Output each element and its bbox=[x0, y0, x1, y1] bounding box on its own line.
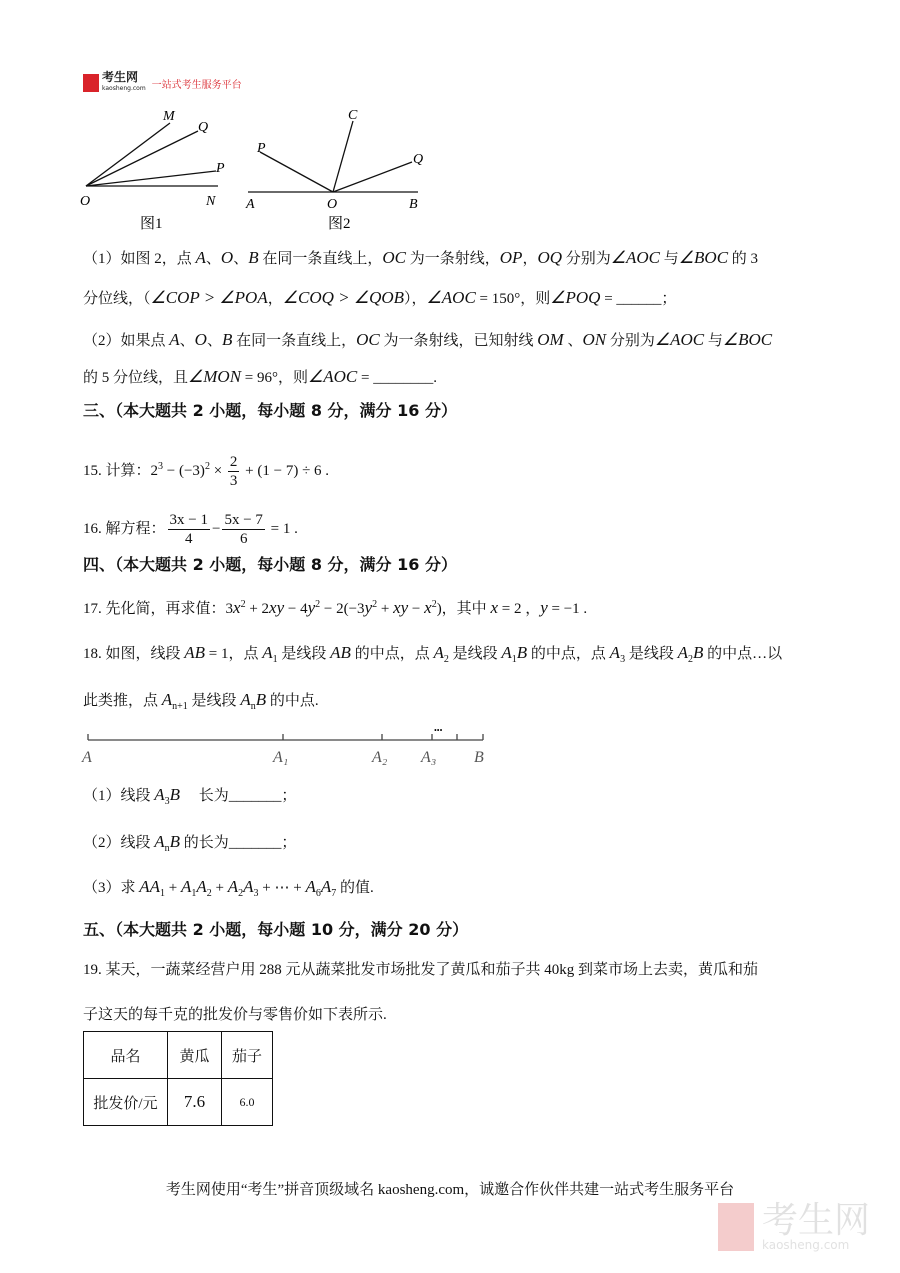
math-expression: A bbox=[181, 877, 192, 896]
text: 19. 某天，一蔬菜经营户用 288 元从蔬菜批发市场批发了黄瓜和茄子共 40kg 到菜市场上去卖，黄瓜和茄 bbox=[83, 962, 759, 978]
math-expression: A bbox=[154, 785, 165, 804]
text: ）， bbox=[404, 291, 427, 307]
table-cell: 黄瓜 bbox=[168, 1032, 222, 1079]
label-Q: Q bbox=[413, 152, 424, 167]
text-line bbox=[83, 288, 676, 309]
section-heading bbox=[83, 920, 468, 940]
subscript: 2 bbox=[238, 888, 244, 899]
subscript: 7 bbox=[331, 888, 337, 899]
subscript: n bbox=[164, 843, 170, 854]
denominator: 4 bbox=[185, 531, 193, 547]
section-heading bbox=[83, 401, 457, 421]
fraction bbox=[222, 511, 264, 548]
denominator: 3 bbox=[229, 473, 238, 489]
table-header-row bbox=[84, 1032, 273, 1079]
text: 是线段 bbox=[448, 646, 502, 662]
subscript: 3 bbox=[253, 888, 259, 899]
text: 长为 bbox=[180, 788, 229, 804]
math-expression: B bbox=[516, 643, 528, 662]
text-line bbox=[83, 248, 758, 269]
watermark-domain: kaosheng.com bbox=[762, 1238, 850, 1252]
math-expression: ∠MON bbox=[188, 367, 242, 386]
text: 为一条射线，已知射线 bbox=[379, 333, 538, 349]
text: 的中点. bbox=[266, 693, 319, 709]
text: − bbox=[211, 520, 221, 537]
text: + bbox=[377, 601, 394, 617]
text: 、 bbox=[563, 333, 583, 349]
text: − (−3) bbox=[163, 462, 205, 479]
brand-domain: kaosheng.com bbox=[102, 85, 146, 92]
superscript: 2 bbox=[372, 599, 378, 610]
text: = 1 . bbox=[266, 520, 298, 537]
text: 、 bbox=[233, 251, 249, 267]
text: + 2 bbox=[245, 601, 270, 617]
text: 是线段 bbox=[277, 646, 331, 662]
text: （2）如果点 bbox=[83, 333, 170, 349]
text: 、 bbox=[179, 333, 195, 349]
text: 五、（本大题共 2 小题，每小题 10 分，满分 20 分） bbox=[83, 920, 469, 939]
text: 为一条射线， bbox=[406, 251, 500, 267]
label-B: B bbox=[409, 197, 418, 212]
math-expression: B bbox=[169, 785, 181, 804]
text: − 2(−3 bbox=[320, 601, 365, 617]
text: − 4 bbox=[284, 601, 308, 617]
subscript: 1 bbox=[191, 888, 197, 899]
text: 是线段 bbox=[187, 693, 241, 709]
text: 的中点，点 bbox=[350, 646, 434, 662]
denominator: 6 bbox=[239, 531, 248, 547]
label-O: O bbox=[327, 197, 338, 212]
math-expression: ∠AOC bbox=[426, 288, 476, 307]
text-line bbox=[83, 877, 374, 904]
watermark-icon bbox=[718, 1203, 754, 1251]
subscript: 1 bbox=[511, 654, 517, 665]
label-O: O bbox=[80, 194, 91, 209]
math-expression: A bbox=[677, 643, 688, 662]
text: + bbox=[211, 880, 228, 896]
table-cell: 7.6 bbox=[168, 1079, 222, 1126]
math-expression: OC bbox=[382, 248, 406, 267]
text: = −1 . bbox=[547, 601, 588, 617]
math-expression: A bbox=[227, 877, 239, 896]
math-expression: y bbox=[364, 598, 373, 617]
math-expression: B bbox=[169, 832, 181, 851]
answer-blank: _______ bbox=[228, 788, 282, 804]
math-expression: ∠BOC bbox=[678, 248, 729, 267]
text: + bbox=[165, 880, 182, 896]
text: = bbox=[600, 291, 617, 307]
math-expression: B bbox=[221, 330, 233, 349]
text-line bbox=[83, 367, 437, 388]
table-cell: 品名 bbox=[84, 1032, 168, 1079]
watermark-text: 考生网 bbox=[762, 1200, 871, 1241]
text: 、 bbox=[205, 251, 221, 267]
text: 的长为 bbox=[180, 835, 229, 851]
math-expression: A bbox=[305, 877, 316, 896]
math-expression: A bbox=[320, 877, 332, 896]
table-row bbox=[84, 1079, 273, 1126]
math-expression: ∠AOC bbox=[654, 330, 705, 349]
text: 三、（本大题共 2 小题，每小题 8 分，满分 16 分） bbox=[83, 401, 457, 420]
math-expression: A bbox=[154, 832, 165, 851]
subscript: 2 bbox=[687, 654, 693, 665]
math-expression: A bbox=[196, 877, 207, 896]
label-B: B bbox=[474, 749, 484, 766]
superscript: 2 bbox=[240, 599, 246, 610]
math-expression: OC bbox=[356, 330, 380, 349]
math-expression: A bbox=[195, 248, 206, 267]
math-expression: ∠COP > ∠POA bbox=[150, 288, 268, 307]
label-C: C bbox=[348, 108, 358, 123]
superscript: 2 bbox=[315, 599, 321, 610]
price-table bbox=[83, 1031, 273, 1126]
table-cell: 批发价/元 bbox=[84, 1079, 168, 1126]
text: + (1 − 7) ÷ 6 . bbox=[241, 462, 330, 479]
numerator: 3x − 1 bbox=[169, 512, 208, 528]
text: + ⋯ + bbox=[258, 880, 306, 896]
watermark-logo bbox=[718, 1200, 871, 1252]
text: （1）线段 bbox=[83, 788, 155, 804]
superscript: 3 bbox=[158, 460, 164, 472]
figure-1-caption: 图1 bbox=[140, 216, 163, 232]
math-expression: ∠BOC bbox=[722, 330, 773, 349]
label-A2: A₂ bbox=[372, 749, 388, 766]
math-expression: A bbox=[262, 643, 273, 662]
math-expression: x bbox=[490, 598, 498, 617]
label-A3: A₃ bbox=[421, 749, 437, 766]
math-expression: A bbox=[433, 643, 444, 662]
text: ； bbox=[281, 788, 297, 804]
fraction bbox=[168, 511, 210, 548]
subscript: n+1 bbox=[172, 701, 188, 712]
math-expression: y bbox=[307, 598, 316, 617]
subscript: 1 bbox=[272, 654, 278, 665]
math-expression: OP bbox=[499, 248, 523, 267]
text: 在同一条直线上， bbox=[258, 251, 383, 267]
math-expression: O bbox=[194, 330, 207, 349]
text: （3）求 bbox=[83, 880, 140, 896]
math-expression: ON bbox=[582, 330, 607, 349]
fraction bbox=[228, 453, 240, 490]
label-N: N bbox=[206, 194, 216, 209]
text: = 150°，则 bbox=[475, 291, 551, 307]
text: 17. 先化简，再求值：3 bbox=[83, 601, 234, 617]
text: = 2 ， bbox=[497, 601, 541, 617]
subscript: 3 bbox=[620, 654, 626, 665]
math-expression: A bbox=[161, 690, 173, 709]
text: （2）线段 bbox=[83, 835, 155, 851]
text-line bbox=[83, 595, 587, 619]
text: = 1，点 bbox=[205, 646, 263, 662]
math-expression: A bbox=[169, 330, 180, 349]
text: 15. 计算：2 bbox=[83, 462, 159, 479]
math-expression: B bbox=[248, 248, 259, 267]
answer-blank: ________ bbox=[373, 370, 434, 386]
section-heading bbox=[83, 555, 457, 575]
text: 是线段 bbox=[625, 646, 678, 662]
math-expression: ∠AOC bbox=[308, 367, 358, 386]
text-line bbox=[83, 832, 296, 859]
figure-2-caption: 图2 bbox=[328, 216, 351, 232]
label-Q: Q bbox=[198, 120, 209, 135]
text: 子这天的每千克的批发价与零售价如下表所示. bbox=[83, 1007, 387, 1023]
label-P: P bbox=[216, 161, 225, 176]
text: ， bbox=[522, 251, 538, 267]
math-expression: OQ bbox=[537, 248, 563, 267]
math-expression: A bbox=[240, 690, 251, 709]
slogan: 一站式考生服务平台 bbox=[151, 79, 242, 91]
brand-name: 考生网 bbox=[102, 70, 139, 84]
text: 的 3 bbox=[728, 251, 759, 267]
math-expression: x bbox=[424, 598, 432, 617]
math-expression: AB bbox=[330, 643, 351, 662]
text-line bbox=[83, 643, 782, 670]
math-expression: ∠POQ bbox=[550, 288, 601, 307]
text-line bbox=[83, 511, 298, 548]
text-line bbox=[83, 785, 296, 812]
text-line bbox=[83, 1005, 387, 1025]
answer-blank: ______ bbox=[616, 291, 662, 307]
text: ； bbox=[281, 835, 297, 851]
text: 此类推，点 bbox=[83, 693, 162, 709]
text: 与 bbox=[660, 251, 679, 267]
math-expression: A bbox=[501, 643, 512, 662]
math-expression: B bbox=[255, 690, 267, 709]
subscript: 3 bbox=[164, 796, 170, 807]
math-expression: ∠AOC bbox=[610, 248, 661, 267]
text: （1）如图 2，点 bbox=[83, 251, 196, 267]
math-expression: A bbox=[609, 643, 621, 662]
math-expression: x bbox=[233, 598, 241, 617]
text: ， bbox=[267, 291, 283, 307]
text: 16. 解方程： bbox=[83, 520, 166, 537]
subscript: 2 bbox=[206, 888, 212, 899]
text: . bbox=[433, 370, 437, 386]
text: − bbox=[408, 601, 425, 617]
text-line bbox=[83, 330, 772, 351]
numerator: 2 bbox=[229, 454, 238, 470]
math-expression: xy bbox=[393, 598, 409, 617]
figure-2 bbox=[248, 121, 418, 192]
superscript: 2 bbox=[204, 460, 210, 472]
math-expression: AB bbox=[184, 643, 206, 662]
text: 四、（本大题共 2 小题，每小题 8 分，满分 16 分） bbox=[83, 555, 457, 574]
ellipsis-dots: ••• bbox=[434, 726, 443, 735]
answer-blank: _______ bbox=[228, 835, 282, 851]
math-expression: ∠COQ > ∠QOB bbox=[282, 288, 405, 307]
label-P: P bbox=[257, 141, 266, 156]
text: = 96°，则 bbox=[241, 370, 309, 386]
footer-text: 考生网使用“考生”拼音顶级域名 kaosheng.com，诚邀合作伙伴共建一站式考生服务平台 bbox=[165, 1182, 735, 1198]
numerator: 5x − 7 bbox=[224, 512, 263, 528]
text: 分位线，（ bbox=[83, 291, 151, 307]
text: 与 bbox=[704, 333, 723, 349]
text-line bbox=[83, 690, 319, 717]
angle-figures bbox=[0, 0, 450, 240]
text: 的中点，点 bbox=[527, 646, 610, 662]
subscript: 1 bbox=[160, 888, 166, 899]
table-cell: 6.0 bbox=[222, 1079, 273, 1126]
text: 、 bbox=[206, 333, 222, 349]
text: 18. 如图，线段 bbox=[83, 646, 185, 662]
math-expression: B bbox=[692, 643, 704, 662]
text-line bbox=[83, 453, 329, 490]
math-expression: A bbox=[243, 877, 254, 896]
math-expression: OM bbox=[537, 330, 564, 349]
math-expression: y bbox=[540, 598, 548, 617]
text: = bbox=[357, 370, 374, 386]
text: 在同一条直线上， bbox=[232, 333, 357, 349]
text: × bbox=[209, 462, 226, 479]
text: 分别为 bbox=[606, 333, 655, 349]
label-A: A bbox=[246, 197, 255, 212]
math-expression: xy bbox=[269, 598, 285, 617]
math-expression: O bbox=[220, 248, 234, 267]
label-A: A bbox=[82, 749, 92, 766]
text-line bbox=[83, 960, 758, 980]
segment-figure bbox=[0, 720, 520, 770]
text: 的中点…以 bbox=[703, 646, 783, 662]
label-A1: A₁ bbox=[273, 749, 289, 766]
text: 的 5 分位线，且 bbox=[83, 370, 189, 386]
subscript: 6 bbox=[315, 888, 321, 899]
text: 的值. bbox=[336, 880, 374, 896]
subscript: n bbox=[250, 701, 256, 712]
text: )，其中 bbox=[436, 601, 491, 617]
table-cell: 茄子 bbox=[222, 1032, 273, 1079]
math-expression: AA bbox=[139, 877, 161, 896]
label-M: M bbox=[163, 109, 175, 124]
subscript: 2 bbox=[443, 654, 449, 665]
superscript: 2 bbox=[431, 599, 437, 610]
text: 分别为 bbox=[562, 251, 611, 267]
text: ； bbox=[661, 291, 677, 307]
